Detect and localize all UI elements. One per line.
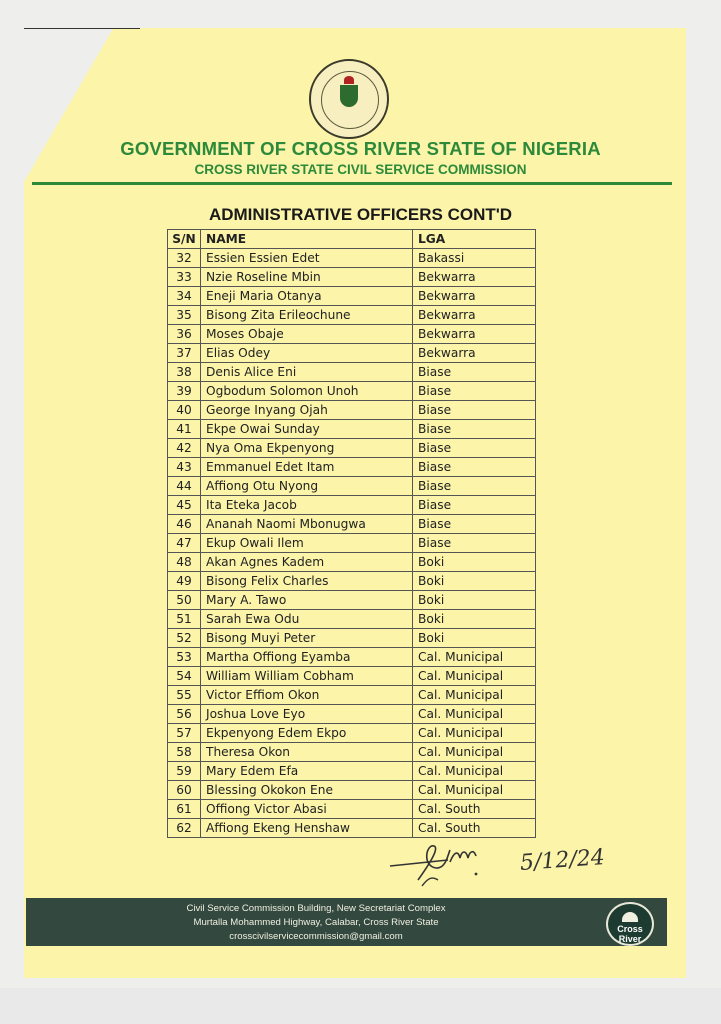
cell-lga: Bekwarra [413,287,536,306]
table-row [168,363,536,382]
table-row [168,534,536,553]
cell-name: Offiong Victor Abasi [201,800,413,819]
cell-sn: 48 [168,553,201,572]
cell-sn: 36 [168,325,201,344]
table-row [168,477,536,496]
cell-name: Nya Oma Ekpenyong [201,439,413,458]
footer-address-line1: Civil Service Commission Building, New Secretariat Complex [186,903,446,914]
header-divider [32,182,672,185]
cell-name: Ekpenyong Edem Ekpo [201,724,413,743]
footer-address-line2: Murtalla Mohammed Highway, Calabar, Cross River State [193,917,439,928]
cell-sn: 54 [168,667,201,686]
logo-text: Cross River [617,924,643,944]
cell-name: William William Cobham [201,667,413,686]
cell-sn: 56 [168,705,201,724]
cell-sn: 41 [168,420,201,439]
officers-table-body [168,249,536,838]
cell-name: Eneji Maria Otanya [201,287,413,306]
cell-name: Nzie Roseline Mbin [201,268,413,287]
cell-sn: 39 [168,382,201,401]
cell-name: Elias Odey [201,344,413,363]
cell-name: Joshua Love Eyo [201,705,413,724]
cell-name: Affiong Otu Nyong [201,477,413,496]
cell-sn: 34 [168,287,201,306]
cell-sn: 35 [168,306,201,325]
cell-sn: 50 [168,591,201,610]
table-row [168,287,536,306]
cell-sn: 57 [168,724,201,743]
cell-lga: Biase [413,534,536,553]
cell-name: Blessing Okokon Ene [201,781,413,800]
table-row [168,724,536,743]
cell-lga: Boki [413,610,536,629]
signature-date: 5/12/24 [519,845,606,876]
cell-sn: 51 [168,610,201,629]
table-row [168,572,536,591]
cell-lga: Bekwarra [413,325,536,344]
table-row [168,762,536,781]
footer-band [26,898,667,946]
cell-name: Moses Obaje [201,325,413,344]
cell-lga: Biase [413,382,536,401]
table-row [168,610,536,629]
table-header-row [168,230,536,249]
cell-sn: 32 [168,249,201,268]
cell-name: Emmanuel Edet Itam [201,458,413,477]
cell-name: Theresa Okon [201,743,413,762]
table-row [168,819,536,838]
cell-name: Ananah Naomi Mbonugwa [201,515,413,534]
cell-sn: 52 [168,629,201,648]
cross-river-logo-icon [606,902,654,946]
cell-lga: Biase [413,477,536,496]
coat-of-arms-eagle-icon [344,76,354,84]
cell-sn: 37 [168,344,201,363]
cell-name: Ita Eteka Jacob [201,496,413,515]
cell-sn: 46 [168,515,201,534]
cell-sn: 62 [168,819,201,838]
cell-sn: 40 [168,401,201,420]
table-row [168,591,536,610]
logo-sun-icon [622,912,638,922]
column-header-lga: LGA [413,230,536,249]
government-title: GOVERNMENT OF CROSS RIVER STATE OF NIGERIA [120,138,601,159]
cell-sn: 44 [168,477,201,496]
cell-sn: 45 [168,496,201,515]
table-row [168,743,536,762]
handwritten-signature [388,836,498,896]
cell-sn: 55 [168,686,201,705]
cell-lga: Cal. South [413,800,536,819]
cell-name: Bisong Muyi Peter [201,629,413,648]
table-row [168,515,536,534]
officers-table [167,229,536,838]
cell-name: Sarah Ewa Odu [201,610,413,629]
cell-lga: Biase [413,515,536,534]
cell-lga: Cal. Municipal [413,705,536,724]
cell-lga: Cal. Municipal [413,667,536,686]
cell-name: Mary Edem Efa [201,762,413,781]
cell-lga: Boki [413,629,536,648]
cell-name: Akan Agnes Kadem [201,553,413,572]
cell-name: Bisong Felix Charles [201,572,413,591]
table-row [168,458,536,477]
table-row [168,306,536,325]
coat-of-arms-shield-icon [340,85,358,107]
cell-name: Mary A. Tawo [201,591,413,610]
cell-lga: Biase [413,458,536,477]
cell-lga: Biase [413,439,536,458]
cell-name: Victor Effiom Okon [201,686,413,705]
cell-name: George Inyang Ojah [201,401,413,420]
cell-name: Denis Alice Eni [201,363,413,382]
cell-name: Essien Essien Edet [201,249,413,268]
state-seal-icon [309,59,389,139]
commission-title: CROSS RIVER STATE CIVIL SERVICE COMMISSION [194,162,527,177]
column-header-name: NAME [201,230,413,249]
list-title: ADMINISTRATIVE OFFICERS CONT'D [208,205,513,224]
table-row [168,268,536,287]
table-row [168,553,536,572]
cell-lga: Cal. Municipal [413,648,536,667]
cell-name: Ogbodum Solomon Unoh [201,382,413,401]
folded-corner-edge [24,28,140,29]
cell-sn: 59 [168,762,201,781]
cell-sn: 60 [168,781,201,800]
cell-sn: 58 [168,743,201,762]
cell-lga: Cal. Municipal [413,781,536,800]
table-row [168,420,536,439]
cell-lga: Biase [413,420,536,439]
cell-sn: 43 [168,458,201,477]
cell-sn: 49 [168,572,201,591]
cell-lga: Boki [413,553,536,572]
cell-lga: Biase [413,363,536,382]
cell-lga: Biase [413,496,536,515]
cell-lga: Cal. Municipal [413,724,536,743]
table-row [168,648,536,667]
cell-sn: 42 [168,439,201,458]
cell-name: Affiong Ekeng Henshaw [201,819,413,838]
cell-sn: 47 [168,534,201,553]
cell-sn: 38 [168,363,201,382]
cell-name: Ekup Owali Ilem [201,534,413,553]
footer-email: crosscivilservicecommission@gmail.com [229,931,403,942]
cell-lga: Cal. South [413,819,536,838]
cell-lga: Bekwarra [413,306,536,325]
cell-lga: Cal. Municipal [413,743,536,762]
cell-sn: 33 [168,268,201,287]
cell-lga: Biase [413,401,536,420]
table-row [168,401,536,420]
cell-sn: 61 [168,800,201,819]
table-row [168,439,536,458]
table-row [168,686,536,705]
scan-bottom-margin [0,988,721,1024]
cell-name: Bisong Zita Erileochune [201,306,413,325]
cell-name: Ekpe Owai Sunday [201,420,413,439]
table-row [168,344,536,363]
cell-lga: Cal. Municipal [413,686,536,705]
cell-lga: Boki [413,572,536,591]
cell-lga: Cal. Municipal [413,762,536,781]
table-row [168,382,536,401]
column-header-sn: S/N [168,230,201,249]
table-row [168,629,536,648]
table-row [168,325,536,344]
table-row [168,781,536,800]
table-row [168,800,536,819]
table-row [168,705,536,724]
table-row [168,496,536,515]
table-row [168,667,536,686]
table-row [168,249,536,268]
cell-sn: 53 [168,648,201,667]
cell-lga: Bakassi [413,249,536,268]
cell-lga: Boki [413,591,536,610]
cell-lga: Bekwarra [413,344,536,363]
cell-name: Martha Offiong Eyamba [201,648,413,667]
cell-lga: Bekwarra [413,268,536,287]
